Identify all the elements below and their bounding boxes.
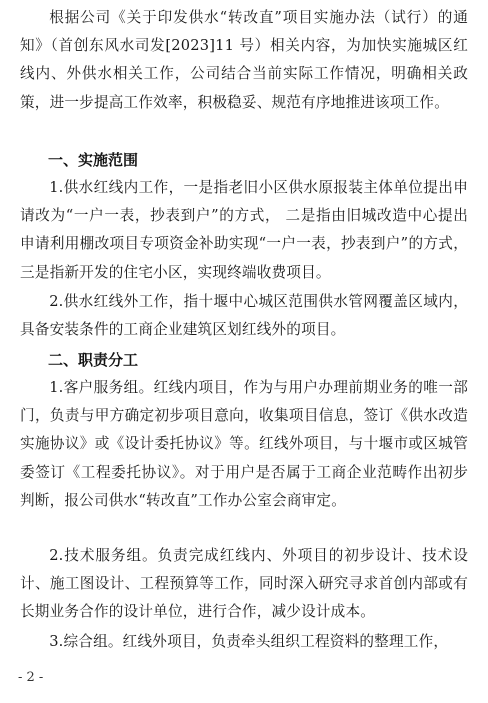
responsibility-item-2: 2.技术服务组。负责完成红线内、外项目的初步设计、技术设计、施工图设计、工程预算等工作，同时深入研究寻求首创内部或有长期业务合作的设计单位，进行合作，减少设计成本。	[20, 547, 468, 621]
intro-paragraph: 根据公司《关于印发供水“转改直”项目实施办法（试行）的通知》（首创东风水司发[2023]11 号）相关内容，为加快实施城区红线内、外供水相关工作，公司结合当前实际工作情况，明确相关政策，进一步提高工作效率，积极稳妥、规范有序地推进该项工作。	[20, 9, 468, 111]
page-number: - 2 -	[18, 670, 44, 685]
scope-item-2: 2.供水红线外工作，指十堰中心城区范围供水管网覆盖区域内，具备安装条件的工商企业建筑区划红线外的项目。	[20, 293, 468, 339]
section-heading-responsibilities: 二、职责分工	[48, 351, 139, 369]
scope-item-1: 1.供水红线内工作，一是指老旧小区供水原报装主体单位提出申请改为“一户一表，抄表到户”的方式， 二是指由旧城改造中心提出申请利用棚改项目专项资金补助实现“一户一表，抄表到户”的方式，三是指新开发的住宅小区，实现终端收费项目。	[20, 179, 468, 281]
responsibility-item-3: 3.综合组。红线外项目，负责牵头组织工程资料的整理工作，	[49, 633, 449, 650]
section-heading-scope: 一、实施范围	[48, 151, 139, 169]
responsibility-item-1: 1.客户服务组。红线内项目，作为与用户办理前期业务的唯一部门，负责与甲方确定初步项目意向，收集项目信息，签订《供水改造实施协议》或《设计委托协议》等。红线外项目，与十堰市或区城管委签订《工程委托协议》。对于用户是否属于工商企业范畴作出初步判断，报公司供水“转改直”工作办公室会商审定。	[20, 379, 468, 509]
